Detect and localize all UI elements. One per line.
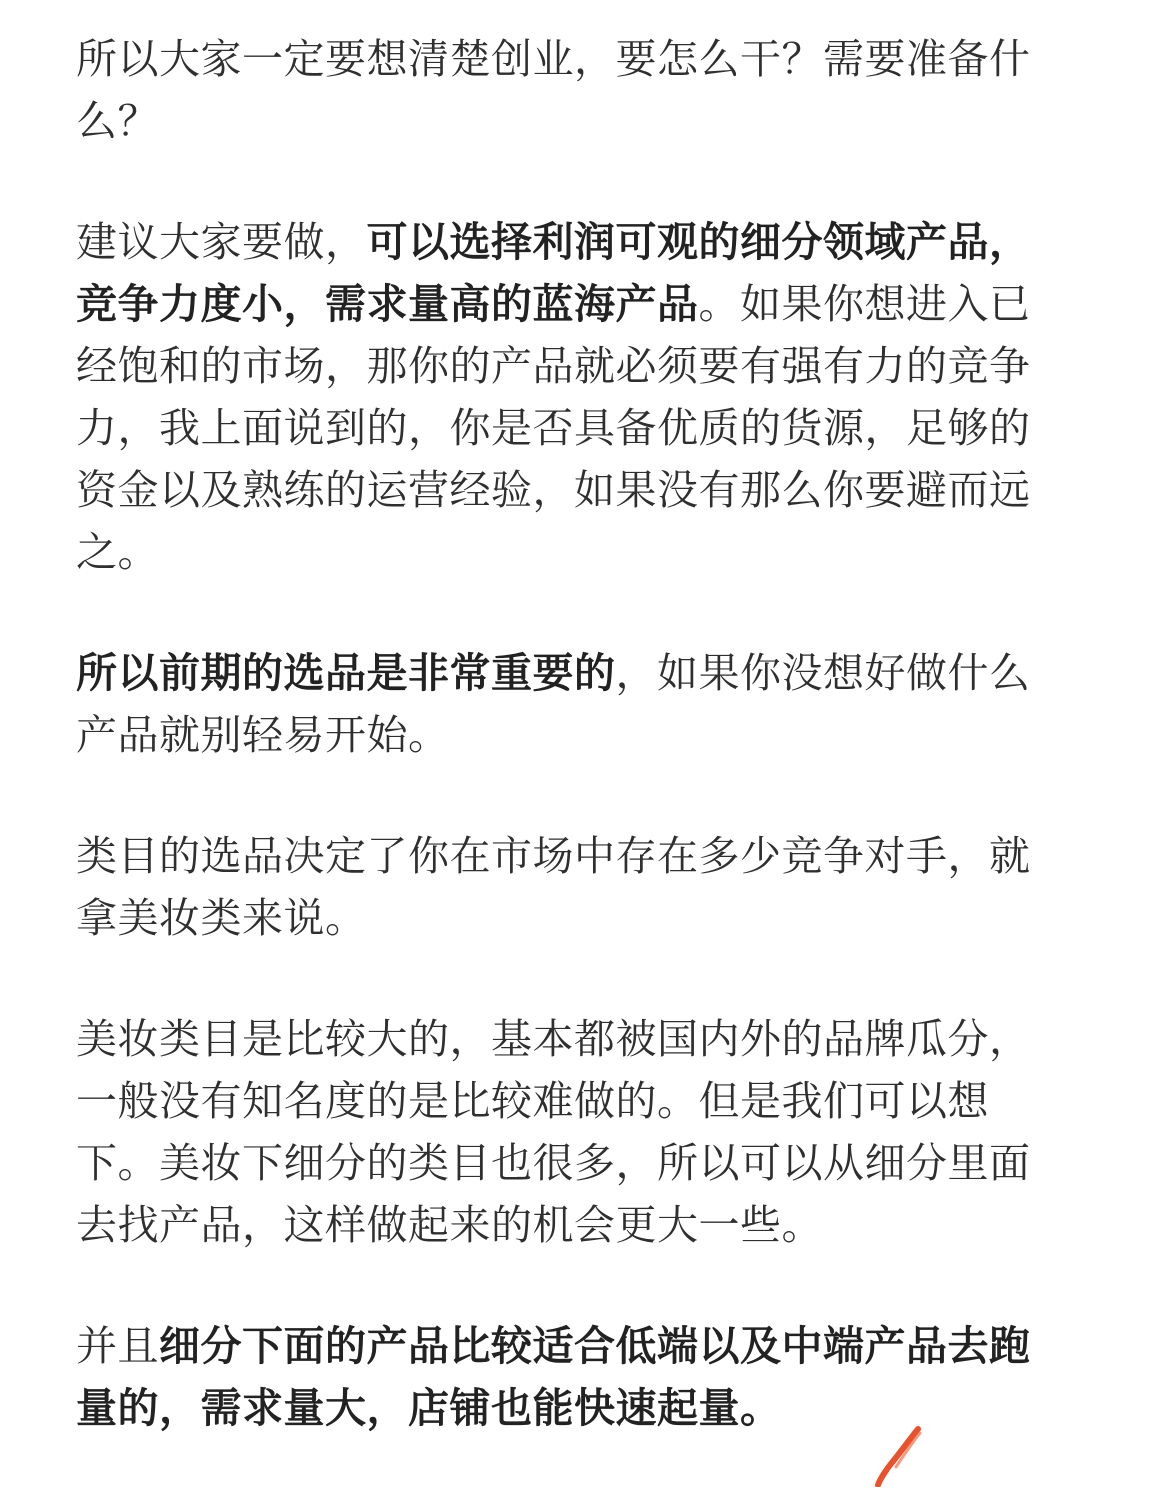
paragraph-3-rest: ，如果你没想好做什么产品就别轻易开始。 [76, 649, 1031, 759]
paragraph-2 [76, 211, 1066, 583]
paragraph-5 [76, 1008, 1066, 1256]
paragraph-1-text: 所以大家一定要想清楚创业，要怎么干？需要准备什么？ [76, 35, 1031, 145]
paragraph-4 [76, 825, 1066, 949]
paragraph-5-text: 美妆类目是比较大的，基本都被国内外的品牌瓜分，一般没有知名度的是比较难做的。但是我们可以想下。美妆下细分的类目也很多，所以可以从细分里面去找产品，这样做起来的机会更大一些。 [76, 1015, 1031, 1249]
paragraph-6-lead: 并且 [76, 1322, 159, 1370]
paragraph-6-highlight: 细分下面的产品比较适合低端以及中端产品去跑量的，需求量大，店铺也能快速起量。 [76, 1322, 1031, 1432]
paragraph-2-rest: 。如果你想进入已经饱和的市场，那你的产品就必须要有强有力的竞争力，我上面说到的，你是否具备优质的货源，足够的资金以及熟练的运营经验，如果没有那么你要避而远之。 [76, 280, 1031, 576]
paragraph-3 [76, 642, 1066, 766]
paragraph-3-highlight: 所以前期的选品是非常重要的 [76, 649, 616, 697]
paragraph-1 [76, 28, 1066, 152]
article-body [76, 28, 1066, 1498]
paragraph-2-lead: 建议大家要做， [76, 218, 367, 266]
pen-stroke-icon [870, 1425, 930, 1487]
paragraph-6 [76, 1315, 1066, 1439]
paragraph-4-text: 类目的选品决定了你在市场中存在多少竞争对手，就拿美妆类来说。 [76, 832, 1031, 942]
paragraph-2-highlight: 可以选择利润可观的细分领域产品，竞争力度小，需求量高的蓝海产品 [76, 218, 1031, 328]
